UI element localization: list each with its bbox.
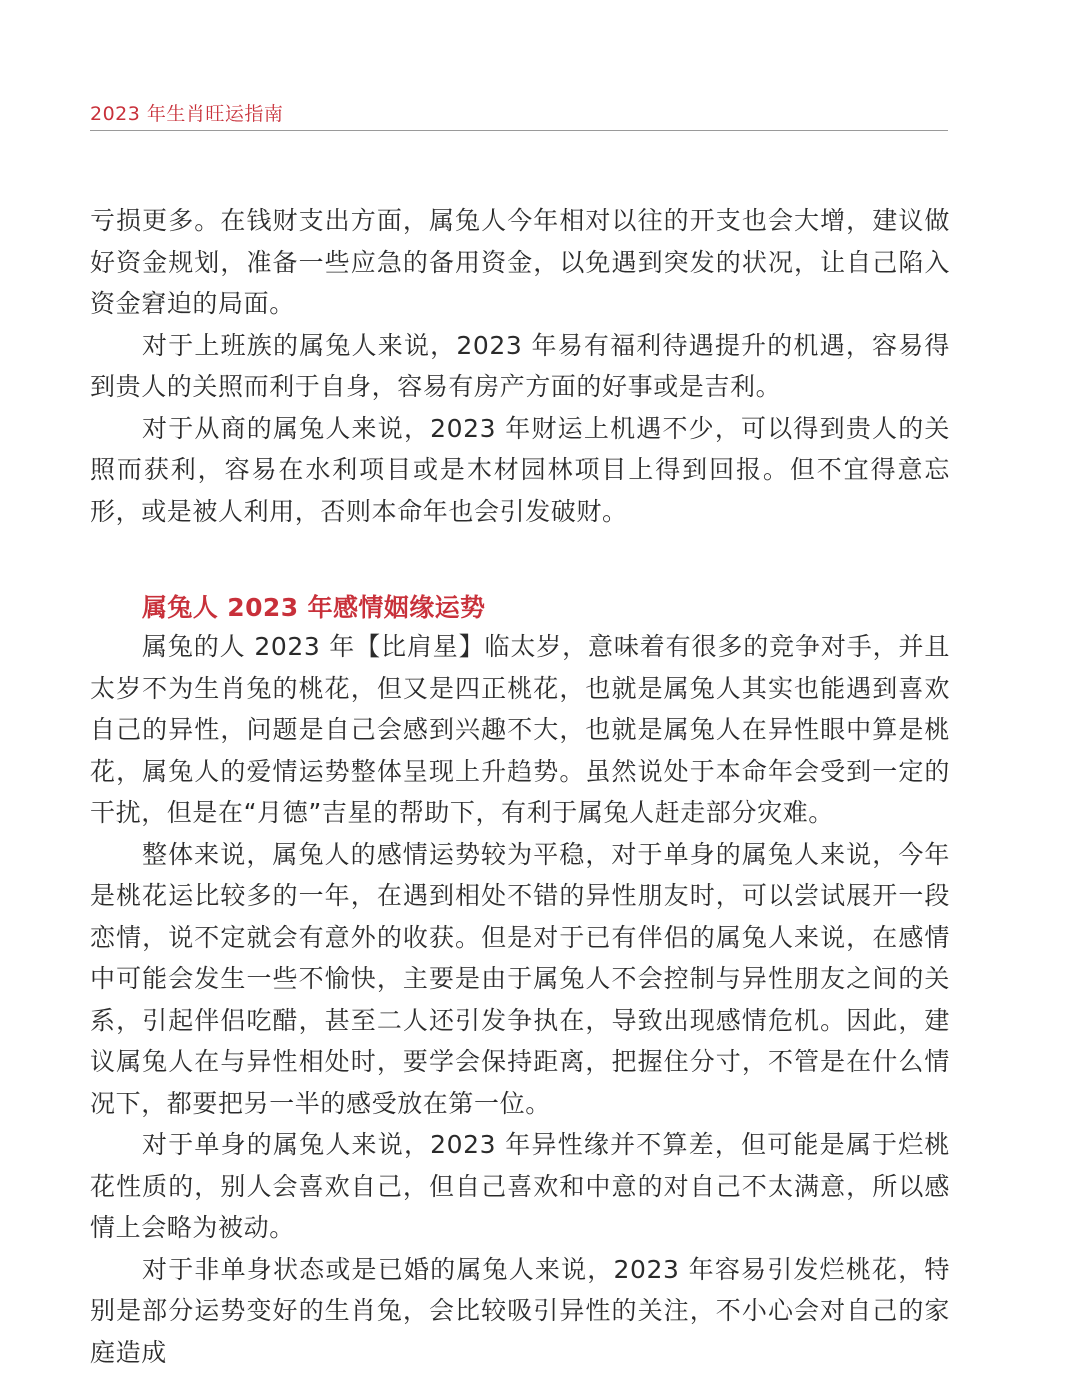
running-header-title: 2023 年生肖旺运指南 (90, 102, 283, 126)
section-heading: 属兔人 2023 年感情姻缘运势 (90, 590, 950, 626)
paragraph-love-single: 对于单身的属兔人来说，2023 年异性缘并不算差，但可能是属于烂桃花性质的，别人会喜欢自己，但自己喜欢和中意的对自己不太满意，所以感情上会略为被动。 (90, 1124, 950, 1249)
paragraph-office-workers: 对于上班族的属兔人来说，2023 年易有福利待遇提升的机遇，容易得到贵人的关照而利于自身，容易有房产方面的好事或是吉利。 (90, 325, 950, 408)
page-body (90, 200, 950, 1373)
paragraph-business: 对于从商的属兔人来说，2023 年财运上机遇不少，可以得到贵人的关照而获利，容易在水利项目或是木材园林项目上得到回报。但不宜得意忘形，或是被人利用，否则本命年也会引发破财。 (90, 408, 950, 533)
paragraph-continued: 亏损更多。在钱财支出方面，属兔人今年相对以往的开支也会大增，建议做好资金规划，准备一些应急的备用资金，以免遇到突发的状况，让自己陷入资金窘迫的局面。 (90, 200, 950, 325)
page-header (90, 100, 948, 131)
paragraph-love-overall: 整体来说，属兔人的感情运势较为平稳，对于单身的属兔人来说，今年是桃花运比较多的一年，在遇到相处不错的异性朋友时，可以尝试展开一段恋情，说不定就会有意外的收获。但是对于已有伴侣的属兔人来说，在感情中可能会发生一些不愉快，主要是由于属兔人不会控制与异性朋友之间的关系，引起伴侣吃醋，甚至二人还引发争执在，导致出现感情危机。因此，建议属兔人在与异性相处时，要学会保持距离，把握住分寸，不管是在什么情况下，都要把另一半的感受放在第一位。 (90, 834, 950, 1125)
paragraph-love-married: 对于非单身状态或是已婚的属兔人来说，2023 年容易引发烂桃花，特别是部分运势变好的生肖兔，会比较吸引异性的关注，不小心会对自己的家庭造成 (90, 1249, 950, 1373)
paragraph-love-overview: 属兔的人 2023 年【比肩星】临太岁，意味着有很多的竞争对手，并且太岁不为生肖兔的桃花，但又是四正桃花，也就是属兔人其实也能遇到喜欢自己的异性，问题是自己会感到兴趣不大，也就是属兔人在异性眼中算是桃花，属兔人的爱情运势整体呈现上升趋势。虽然说处于本命年会受到一定的干扰，但是在“月德”吉星的帮助下，有利于属兔人赶走部分灾难。 (90, 626, 950, 834)
